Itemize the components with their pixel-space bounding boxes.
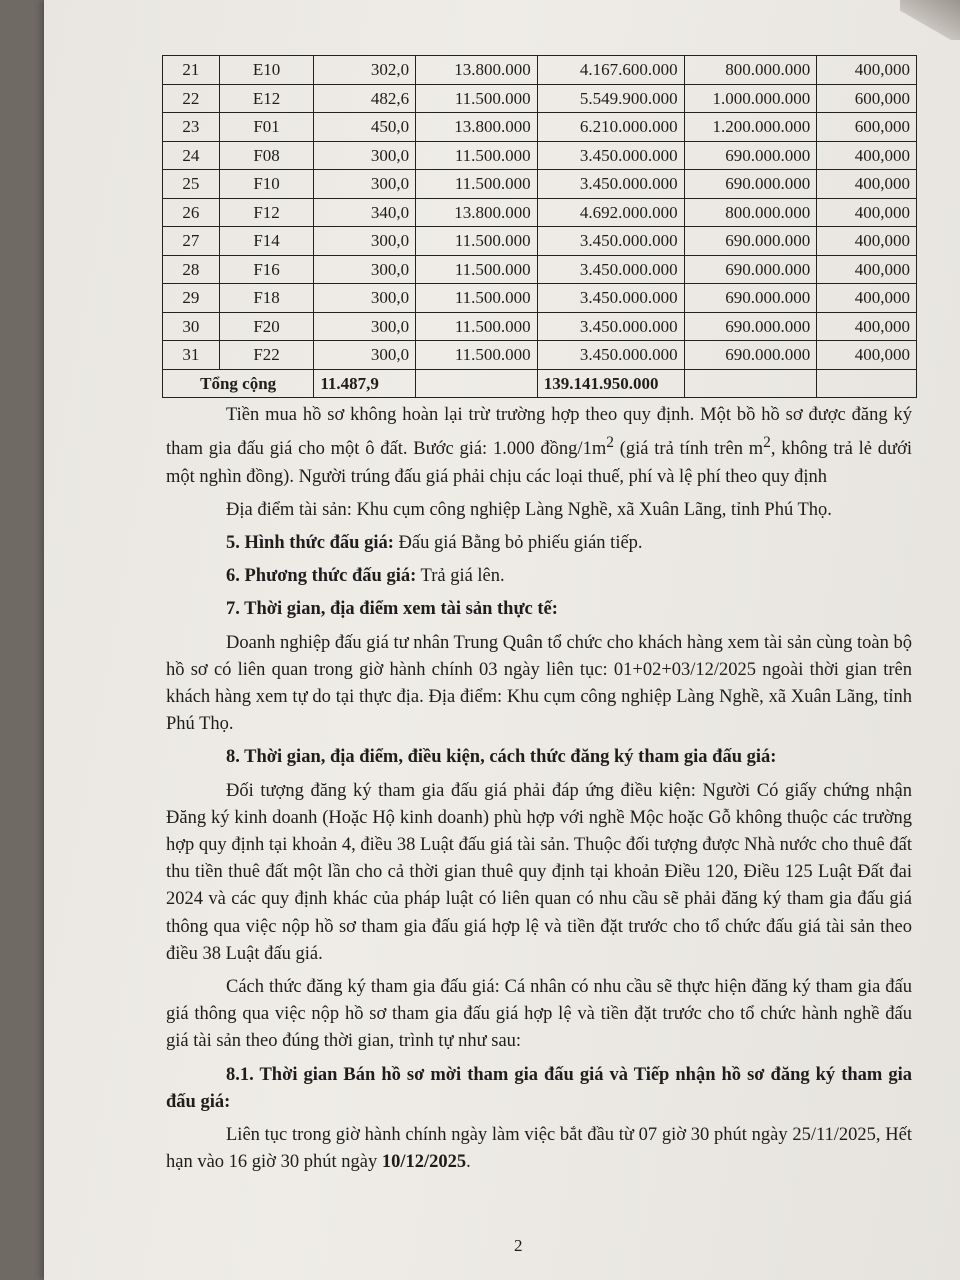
cell-deposit: 690.000.000 [684,341,817,370]
lots-table-body [163,56,917,370]
table-row [163,312,917,341]
cell-area: 300,0 [314,170,416,199]
cell-unit-price: 11.500.000 [416,227,538,256]
fees-text-b: (giá trả tính trên m [613,439,764,460]
cell-fee: 400,000 [817,284,917,313]
cell-lot: E12 [219,84,314,113]
paragraph-fees [166,402,912,491]
section-5-value: Đấu giá Bằng bỏ phiếu gián tiếp. [393,532,643,553]
total-amount: 139.141.950.000 [537,369,684,398]
cell-total: 4.692.000.000 [537,198,684,227]
section-8-1-body [166,1122,912,1176]
cell-lot: F20 [219,312,314,341]
section-7-heading [166,596,912,623]
cell-lot: F18 [219,284,314,313]
section-8-1-heading-text: 8.1. Thời gian Bán hồ sơ mời tham gia đấu giá và Tiếp nhận hồ sơ đăng ký tham gia đấu giá: [166,1064,912,1112]
cell-unit-price: 11.500.000 [416,312,538,341]
total-label: Tổng cộng [163,369,314,398]
cell-fee: 400,000 [817,255,917,284]
cell-no: 29 [163,284,220,313]
page-fold [900,0,960,40]
cell-deposit: 690.000.000 [684,170,817,199]
section-8-body-1: Đối tượng đăng ký tham gia đấu giá phải đáp ứng điều kiện: Người Có giấy chứng nhận Đăng ký kinh doanh (Hoặc Hộ kinh doanh) phù hợp với nghề Mộc hoặc Gỗ không thuộc các trường hợp quy định tại khoản 4, điều 38 Luật đấu giá tài sản. Thuộc đối tượng được Nhà nước cho thuê đất thu tiền thuê đất một lần cho cả thời gian thuê quy định tại khoản Điều 120, Điều 125 Luật Đất đai 2024 và các quy định khác của pháp luật có liên quan có nhu cầu sẽ phải đăng ký tham gia đấu giá thông qua việc nộp hồ sơ tham gia đấu giá hợp lệ và tiền đặt trước cho tổ chức đấu giá tài sản theo điều 38 Luật đấu giá. [166,780,912,964]
cell-total: 3.450.000.000 [537,312,684,341]
cell-deposit: 690.000.000 [684,141,817,170]
cell-no: 31 [163,341,220,370]
table-row [163,113,917,142]
cell-unit-price: 11.500.000 [416,84,538,113]
total-row [163,369,917,398]
cell-lot: F22 [219,341,314,370]
cell-lot: F14 [219,227,314,256]
cell-lot: F08 [219,141,314,170]
cell-unit-price: 13.800.000 [416,113,538,142]
cell-no: 28 [163,255,220,284]
cell-lot: F10 [219,170,314,199]
cell-total: 5.549.900.000 [537,84,684,113]
section-8-1-heading [166,1062,912,1116]
cell-area: 302,0 [314,56,416,85]
fees-text-c: , không trả lẻ dưới một nghìn đồng). Người trúng đấu giá phải chịu các loại thuế, phí và lệ phí theo quy định [166,439,912,487]
cell-total: 6.210.000.000 [537,113,684,142]
page-number: 2 [514,1236,523,1255]
cell-fee: 400,000 [817,141,917,170]
cell-deposit: 690.000.000 [684,312,817,341]
table-row [163,56,917,85]
cell-no: 30 [163,312,220,341]
table-row [163,198,917,227]
cell-fee: 600,000 [817,113,917,142]
cell-total: 4.167.600.000 [537,56,684,85]
cell-fee: 400,000 [817,312,917,341]
cell-fee: 400,000 [817,198,917,227]
table-row [163,284,917,313]
cell-no: 27 [163,227,220,256]
section-8-1-body-c: . [466,1152,471,1173]
section-8-1-body-a: Liên tục trong giờ hành chính ngày làm việc bắt đầu từ 07 giờ 30 phút ngày 25/11/2025, Hết hạn vào 16 giờ 30 phút ngày [166,1125,912,1173]
section-7-body: Doanh nghiệp đấu giá tư nhân Trung Quân tổ chức cho khách hàng xem tài sản cùng toàn bộ hồ sơ có liên quan trong giờ hành chính 03 ngày liên tục: 01+02+03/12/2025 ngoài thời gian trên khách hàng xem tự do tại thực địa. Địa điểm: Khu cụm công nghiệp Làng Nghề, xã Xuân Lãng, tỉnh Phú Thọ. [166,632,912,735]
cell-no: 22 [163,84,220,113]
document-page [44,0,960,1280]
table-row [163,141,917,170]
cell-area: 450,0 [314,113,416,142]
paragraph-location: Địa điểm tài sản: Khu cụm công nghiệp Làng Nghề, xã Xuân Lãng, tỉnh Phú Thọ. [226,499,832,520]
cell-total: 3.450.000.000 [537,341,684,370]
cell-area: 300,0 [314,141,416,170]
cell-fee: 400,000 [817,56,917,85]
cell-deposit: 690.000.000 [684,284,817,313]
cell-total: 3.450.000.000 [537,284,684,313]
fees-text-a: Tiền mua hồ sơ không hoàn lại trừ trường hợp theo quy định. Một bồ hồ sơ được đăng ký tham gia đấu giá cho một ô đất. Bước giá: 1.000 đồng/1m [166,405,912,460]
cell-area: 300,0 [314,284,416,313]
section-6-label: 6. Phương thức đấu giá: [226,566,417,587]
cell-deposit: 690.000.000 [684,255,817,284]
cell-area: 300,0 [314,341,416,370]
cell-lot: F01 [219,113,314,142]
cell-fee: 400,000 [817,170,917,199]
cell-total: 3.450.000.000 [537,255,684,284]
cell-no: 21 [163,56,220,85]
table-row [163,341,917,370]
cell-unit-price: 11.500.000 [416,170,538,199]
total-area: 11.487,9 [314,369,416,398]
section-5 [166,530,912,557]
section-6-value: Trả giá lên. [416,566,505,587]
cell-no: 24 [163,141,220,170]
section-8-body-2: Cách thức đăng ký tham gia đấu giá: Cá nhân có nhu cầu sẽ thực hiện đăng ký tham gia đấu giá thông qua việc nộp hồ sơ tham gia đấu giá hợp lệ và tiền đặt trước cho tổ chức hành nghề đấu giá tài sản theo đúng thời gian, trình tự như sau: [166,977,912,1052]
section-8-heading [166,744,912,771]
cell-area: 340,0 [314,198,416,227]
body-text [166,402,912,1182]
cell-unit-price: 13.800.000 [416,56,538,85]
cell-lot: F16 [219,255,314,284]
cell-unit-price: 11.500.000 [416,341,538,370]
cell-area: 300,0 [314,255,416,284]
cell-total: 3.450.000.000 [537,141,684,170]
total-empty-fee [817,369,917,398]
cell-fee: 400,000 [817,227,917,256]
cell-unit-price: 13.800.000 [416,198,538,227]
cell-lot: F12 [219,198,314,227]
cell-area: 300,0 [314,227,416,256]
cell-unit-price: 11.500.000 [416,141,538,170]
fees-sup-2: 2 [763,434,771,452]
section-7-heading-text: 7. Thời gian, địa điểm xem tài sản thực tế: [226,599,558,620]
section-8-heading-text: 8. Thời gian, địa điểm, điều kiện, cách thức đăng ký tham gia đấu giá: [226,747,777,768]
cell-no: 23 [163,113,220,142]
cell-lot: E10 [219,56,314,85]
cell-no: 26 [163,198,220,227]
section-5-label: 5. Hình thức đấu giá: [226,532,394,553]
cell-total: 3.450.000.000 [537,227,684,256]
total-empty-deposit [684,369,817,398]
cell-deposit: 1.000.000.000 [684,84,817,113]
table-row [163,84,917,113]
total-empty-price [416,369,538,398]
cell-deposit: 800.000.000 [684,56,817,85]
cell-area: 482,6 [314,84,416,113]
table-row [163,227,917,256]
cell-deposit: 690.000.000 [684,227,817,256]
cell-deposit: 800.000.000 [684,198,817,227]
section-6 [166,563,912,590]
fees-sup-1: 2 [606,434,614,452]
cell-fee: 400,000 [817,341,917,370]
cell-fee: 600,000 [817,84,917,113]
cell-unit-price: 11.500.000 [416,255,538,284]
table-row [163,255,917,284]
table-row [163,170,917,199]
cell-unit-price: 11.500.000 [416,284,538,313]
section-8-1-deadline: 10/12/2025 [381,1152,467,1173]
cell-area: 300,0 [314,312,416,341]
cell-deposit: 1.200.000.000 [684,113,817,142]
cell-no: 25 [163,170,220,199]
cell-total: 3.450.000.000 [537,170,684,199]
lots-table [162,55,917,398]
